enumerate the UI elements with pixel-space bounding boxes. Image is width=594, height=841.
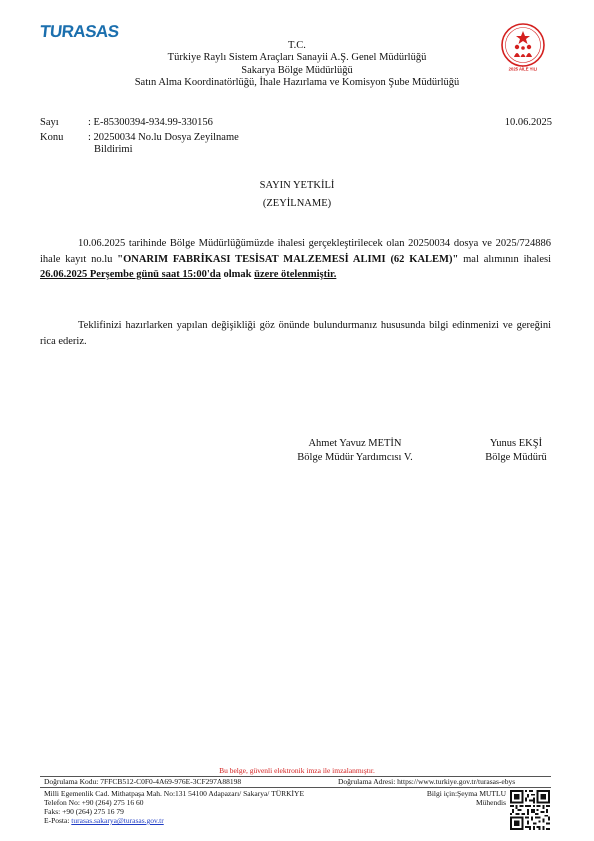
body-paragraph-2 bbox=[40, 318, 551, 349]
footer-email-label: E-Posta: bbox=[44, 816, 72, 825]
footer-address: Milli Egemenlik Cad. Mithatpaşa Mah. No:131 54100 Adapazarı/ Sakarya/ TÜRKİYE bbox=[44, 789, 305, 798]
sayi-value: : E-85300394-934.99-330156 bbox=[88, 117, 213, 128]
signature-block-1 bbox=[270, 437, 440, 465]
salutation-subtitle: (ZEYİLNAME) bbox=[262, 198, 332, 209]
emblem-caption: 2025 AİLE YILI bbox=[508, 66, 538, 72]
konu-value-line1: : 20250034 No.lu Dosya Zeyilname bbox=[88, 132, 239, 143]
salutation-title: SAYIN YETKİLİ bbox=[259, 180, 335, 191]
signatory-1-name: Ahmet Yavuz METİN bbox=[308, 438, 402, 449]
signature-block-2 bbox=[466, 437, 566, 465]
p1-text-2: mal alımının ihalesi bbox=[458, 253, 551, 265]
footer-fax: Faks: +90 (264) 275 16 79 bbox=[44, 807, 124, 816]
p2-text: Teklifinizi hazırlarken yapılan değişikliği göz önünde bulundurmanız hususunda bilgi edinmenizi ve gereğini rica ederiz. bbox=[40, 320, 551, 347]
p1-postponed: üzere ötelenmiştir. bbox=[254, 269, 337, 280]
konu-value bbox=[88, 132, 318, 156]
p1-tender-title: "ONARIM FABRİKASI TESİSAT MALZEMESİ ALIMI (62 KALEM)" bbox=[117, 253, 459, 265]
company-logo: TURASAS bbox=[39, 22, 120, 41]
p1-text-1: 10.06.2025 tarihinde Bölge Müdürlüğümüzde ihalesi gerçekleştirilecek olan 20250034 dosya ve 2025/724886 ihale kayıt no.lu bbox=[40, 238, 551, 265]
signatory-2-title: Bölge Müdürü bbox=[485, 452, 547, 463]
footer-divider-bottom bbox=[40, 787, 551, 788]
info-title: Mühendis bbox=[476, 798, 506, 807]
header-line-department: Satın Alma Koordinatörlüğü, İhale Hazırlama ve Komisyon Şube Müdürlüğü bbox=[134, 77, 460, 89]
qr-code-icon bbox=[510, 790, 550, 830]
header-line-region: Sakarya Bölge Müdürlüğü bbox=[241, 64, 353, 76]
header-line-tc: T.C. bbox=[288, 40, 306, 51]
document-date: 10.06.2025 bbox=[504, 117, 552, 128]
footer-contact bbox=[44, 789, 304, 825]
info-contact: Bilgi için:Şeyma MUTLU bbox=[426, 789, 506, 798]
p1-new-date: 26.06.2025 Perşembe günü saat 15:00'da bbox=[40, 269, 221, 280]
footer-email-link[interactable]: turasas.sakarya@turasas.gov.tr bbox=[71, 816, 164, 825]
header-line-company: Türkiye Raylı Sistem Araçları Sanayii A.Ş. Genel Müdürlüğü bbox=[167, 52, 427, 64]
verification-code: Doğrulama Kodu: 7FFCB512-C0F0-4A69-976E-3CF297A88198 bbox=[44, 777, 242, 786]
signatory-2-name: Yunus EKŞİ bbox=[489, 438, 543, 449]
body-paragraph-1 bbox=[40, 236, 551, 283]
p1-text-3: olmak bbox=[220, 269, 255, 280]
footer-phone: Telefon No: +90 (264) 275 16 60 bbox=[44, 798, 144, 807]
signatory-1-title: Bölge Müdür Yardımcısı V. bbox=[297, 452, 413, 463]
konu-value-line2: Bildirimi bbox=[94, 144, 133, 155]
konu-label: Konu bbox=[40, 132, 64, 143]
verification-address: Doğrulama Adresi: https://www.turkiye.gov.tr/turasas-ebys bbox=[338, 777, 516, 786]
esign-note: Bu belge, güvenli elektronik imza ile imzalanmıştır. bbox=[219, 766, 375, 775]
footer-email-row bbox=[44, 816, 304, 825]
footer-info bbox=[400, 789, 506, 807]
sayi-label: Sayı bbox=[40, 117, 59, 128]
letterhead bbox=[0, 40, 594, 90]
